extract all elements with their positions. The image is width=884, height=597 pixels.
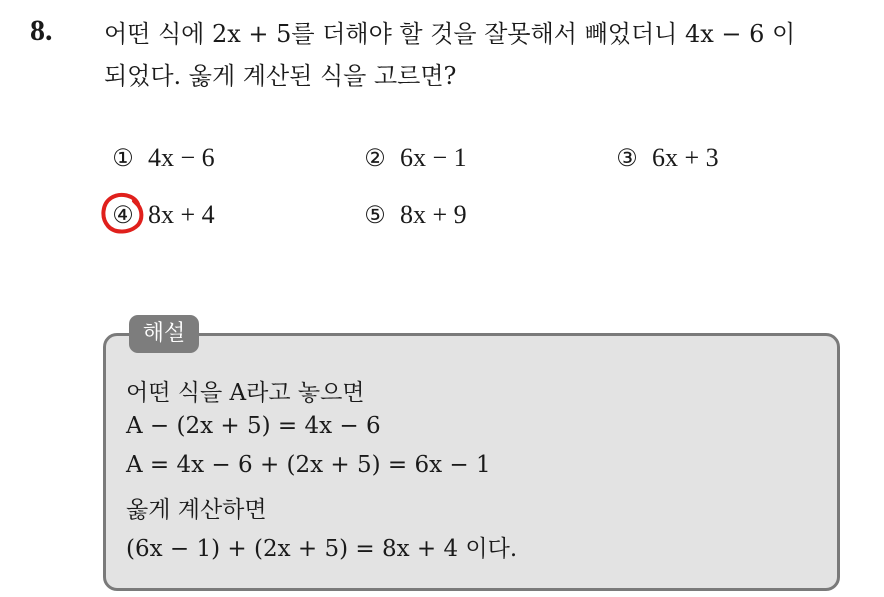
- question-text-line-2: 되었다. 옳게 계산된 식을 고르면?: [104, 62, 457, 90]
- solution-line-5: (6x − 1) + (2x + 5) = 8x + 4 이다.: [126, 536, 518, 562]
- choice-number: ②: [364, 144, 386, 172]
- choice-number: ③: [616, 144, 638, 172]
- choice-2[interactable]: [360, 143, 467, 173]
- choice-1[interactable]: [108, 143, 215, 173]
- choice-expression: 6x − 1: [400, 143, 467, 172]
- solution-tag: 해설: [129, 315, 199, 353]
- choice-expression: 8x + 9: [400, 200, 467, 229]
- choice-number: ①: [112, 144, 134, 172]
- question-number: 8.: [30, 14, 53, 47]
- solution-line-1: 어떤 식을 A라고 놓으면: [126, 380, 365, 406]
- choice-expression: 4x − 6: [148, 143, 215, 172]
- question-text-line-1: 어떤 식에 2x + 5를 더해야 할 것을 잘못해서 빼었더니 4x − 6 이: [104, 20, 796, 48]
- choice-5[interactable]: [360, 200, 467, 230]
- choice-3[interactable]: [612, 143, 719, 173]
- choice-number: ④: [112, 201, 134, 229]
- choice-expression: 6x + 3: [652, 143, 719, 172]
- answer-circle-mark: [98, 188, 148, 238]
- solution-line-3: A = 4x − 6 + (2x + 5) = 6x − 1: [126, 452, 491, 478]
- solution-line-2: A − (2x + 5) = 4x − 6: [126, 413, 381, 439]
- choice-number: ⑤: [364, 201, 386, 229]
- solution-line-4: 옳게 계산하면: [126, 497, 267, 523]
- choice-expression: 8x + 4: [148, 200, 215, 229]
